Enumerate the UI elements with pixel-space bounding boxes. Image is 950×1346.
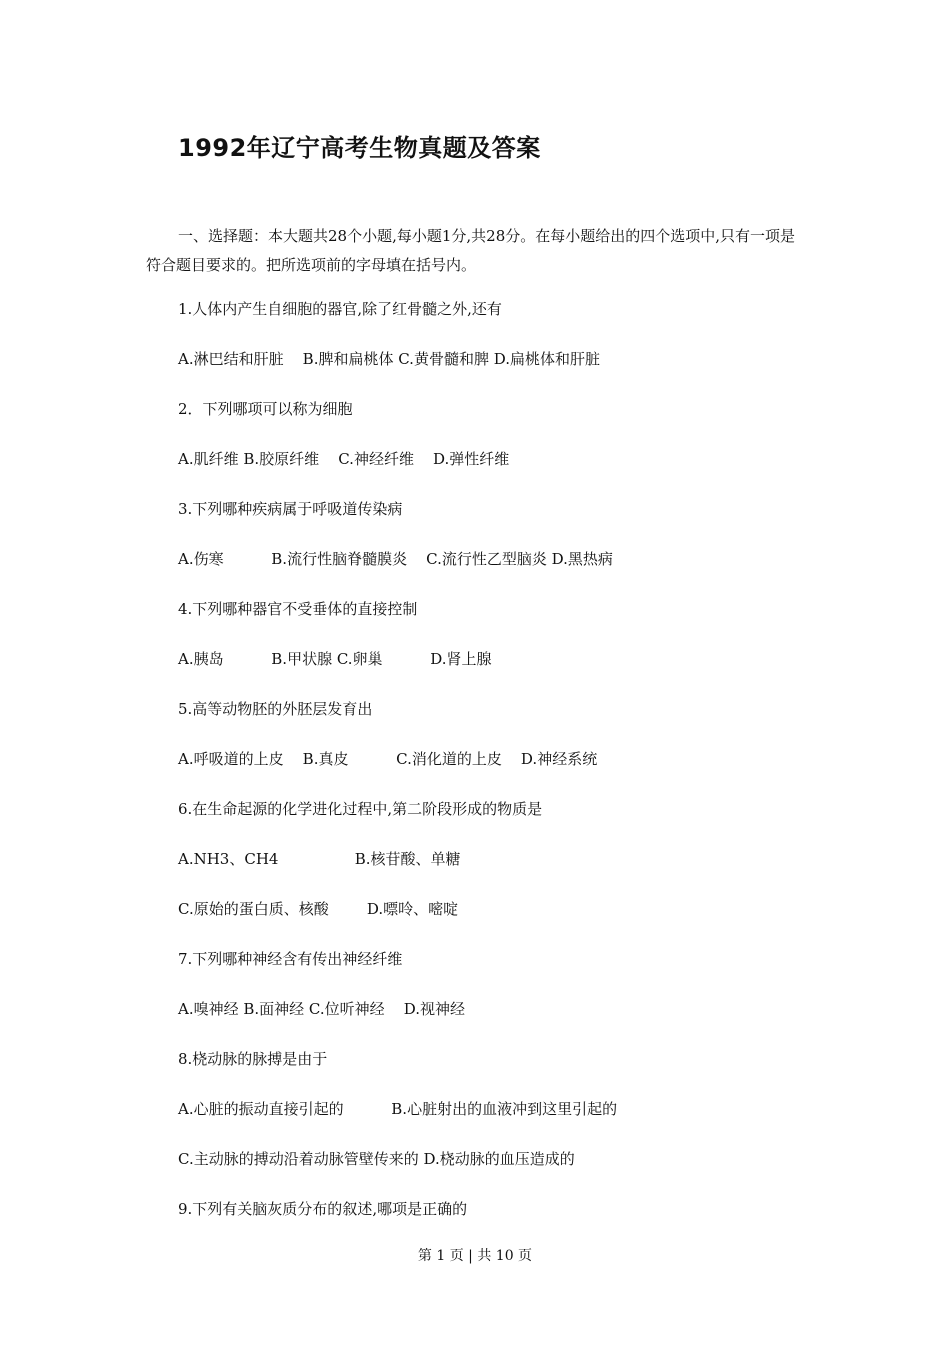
options-6-cd: C.原始的蛋白质、核酸 D.嘌呤、嘧啶 [178,900,459,918]
options-4: A.胰岛 B.甲状腺 C.卵巢 D.肾上腺 [178,650,492,668]
page-footer: 第 1 页 | 共 10 页 [417,1248,533,1264]
question-5: 5.高等动物胚的外胚层发育出 [178,700,373,718]
options-3: A.伤寒 B.流行性脑脊髓膜炎 C.流行性乙型脑炎 D.黑热病 [178,550,613,568]
section-intro: 一、选择题：本大题共28个小题,每小题1分,共28分。在每小题给出的四个选项中,只有一项是符合题目要求的。把所选项前的字母填在括号内。 [146,227,796,274]
question-3: 3.下列哪种疾病属于呼吸道传染病 [178,500,403,518]
question-7: 7.下列哪种神经含有传出神经纤维 [178,950,403,968]
options-7: A.嗅神经 B.面神经 C.位听神经 D.视神经 [178,1000,465,1018]
question-6: 6.在生命起源的化学进化过程中,第二阶段形成的物质是 [178,800,543,818]
options-2: A.肌纤维 B.胶原纤维 C.神经纤维 D.弹性纤维 [178,450,510,468]
options-8-cd: C.主动脉的搏动沿着动脉管壁传来的 D.桡动脉的血压造成的 [178,1150,575,1168]
question-4: 4.下列哪种器官不受垂体的直接控制 [178,600,418,618]
options-5: A.呼吸道的上皮 B.真皮 C.消化道的上皮 D.神经系统 [178,750,598,768]
question-9: 9.下列有关脑灰质分布的叙述,哪项是正确的 [178,1200,468,1218]
question-8: 8.桡动脉的脉搏是由于 [178,1050,328,1068]
page-title: 1992年辽宁高考生物真题及答案 [178,134,541,162]
question-1: 1.人体内产生自细胞的器官,除了红骨髓之外,还有 [178,300,502,318]
options-6-ab: A.NH3、CH4 B.核苷酸、单糖 [178,850,461,868]
question-2: 2．下列哪项可以称为细胞 [178,400,353,418]
options-1: A.淋巴结和肝脏 B.脾和扁桃体 C.黄骨髓和脾 D.扁桃体和肝脏 [178,350,600,368]
options-8-ab: A.心脏的振动直接引起的 B.心脏射出的血液冲到这里引起的 [178,1100,618,1118]
